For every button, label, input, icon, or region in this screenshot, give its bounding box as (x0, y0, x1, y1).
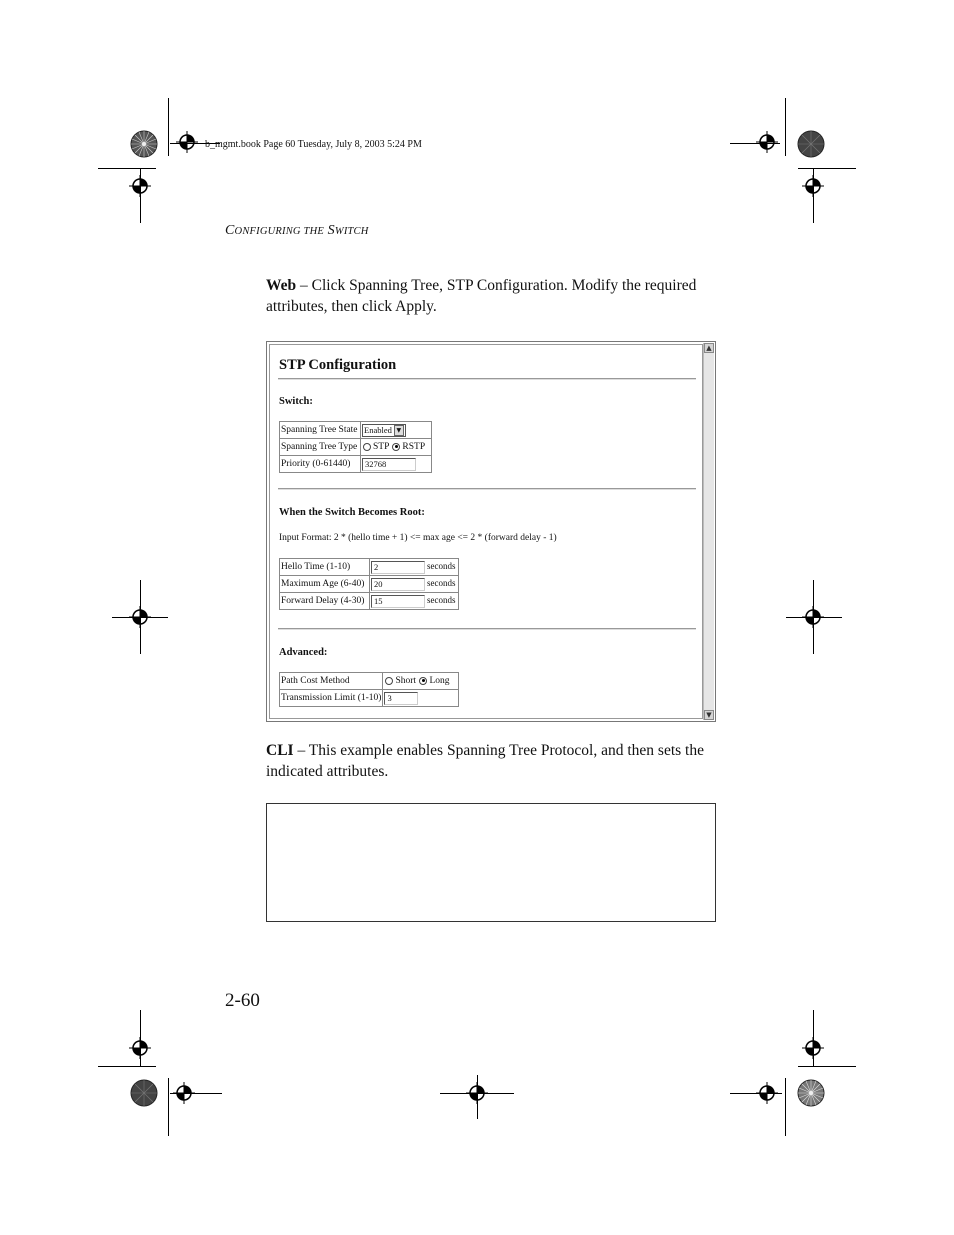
table-row (280, 690, 459, 707)
scroll-down-icon[interactable]: ▼ (704, 710, 714, 720)
short-radio[interactable] (385, 677, 393, 685)
table-row: Hello Time (1-10) 2 seconds (280, 559, 459, 576)
intro-paragraph: Web – Click Spanning Tree, STP Configuration. Modify the required attributes, then click Apply. (266, 277, 697, 315)
stp-configuration-screenshot (266, 341, 716, 722)
input-format-note: Input Format: 2 * (hello time + 1) <= max age <= 2 * (forward delay - 1) (279, 533, 557, 543)
registration-target-icon (129, 1037, 151, 1059)
print-slug: b_mgmt.book Page 60 Tuesday, July 8, 2003 5:24 PM (205, 139, 422, 150)
registration-target-icon (129, 175, 151, 197)
registration-target-icon (802, 175, 824, 197)
table-row (280, 456, 432, 473)
path-cost-method-label: Path Cost Method (280, 673, 383, 690)
priority-input[interactable]: 32768 (362, 458, 416, 471)
color-bar-rosette-icon (130, 130, 158, 158)
registration-target-icon (802, 606, 824, 628)
table-row: Path Cost Method Short Long (280, 673, 459, 690)
divider (278, 488, 696, 490)
spanning-tree-state-label: Spanning Tree State (280, 422, 361, 439)
registration-target-icon (756, 131, 778, 153)
cli-paragraph: CLI – This example enables Spanning Tree Protocol, and then sets the indicated attributes. (266, 742, 704, 780)
page-number: 2-60 (225, 990, 260, 1011)
maximum-age-input[interactable]: 20 (371, 578, 425, 591)
table-row: Spanning Tree Type STP RSTP (280, 439, 432, 456)
priority-label: Priority (0-61440) (280, 456, 361, 473)
divider (278, 378, 696, 380)
maximum-age-label: Maximum Age (6-40) (280, 576, 370, 593)
table-row: Maximum Age (6-40) 20 seconds (280, 576, 459, 593)
hello-time-input[interactable]: 2 (371, 561, 425, 574)
hello-time-label: Hello Time (1-10) (280, 559, 370, 576)
switch-settings-table (279, 421, 432, 473)
registration-target-icon (802, 1037, 824, 1059)
table-row: Forward Delay (4-30) 15 seconds (280, 593, 459, 610)
vertical-scrollbar[interactable] (703, 343, 714, 720)
table-row (280, 422, 432, 439)
chevron-down-icon: ▼ (394, 425, 404, 436)
stp-radio[interactable] (363, 443, 371, 451)
color-bar-rosette-icon (797, 130, 825, 158)
spanning-tree-type-label: Spanning Tree Type (280, 439, 361, 456)
cli-example-box (266, 803, 716, 922)
transmission-limit-input[interactable]: 3 (384, 692, 418, 705)
transmission-limit-label: Transmission Limit (1-10) (280, 690, 383, 707)
forward-delay-label: Forward Delay (4-30) (280, 593, 370, 610)
forward-delay-input[interactable]: 15 (371, 595, 425, 608)
registration-target-icon (173, 1082, 195, 1104)
registration-target-icon (129, 606, 151, 628)
advanced-heading: Advanced: (279, 647, 328, 658)
registration-target-icon (176, 131, 198, 153)
color-bar-rosette-icon (797, 1079, 825, 1107)
scroll-up-icon[interactable]: ▲ (704, 343, 714, 353)
rstp-radio[interactable] (392, 443, 400, 451)
root-timers-table (279, 558, 459, 610)
divider (278, 628, 696, 630)
running-head: CONFIGURING THE SWITCH (225, 223, 369, 238)
switch-heading: Switch: (279, 396, 313, 407)
long-radio[interactable] (419, 677, 427, 685)
registration-target-icon (466, 1082, 488, 1104)
page-title: STP Configuration (279, 357, 397, 373)
color-bar-rosette-icon (130, 1079, 158, 1107)
stp-configuration-panel (269, 344, 703, 719)
advanced-settings-table (279, 672, 459, 707)
registration-target-icon (756, 1082, 778, 1104)
spanning-tree-state-select[interactable]: Enabled ▼ (362, 424, 406, 437)
root-heading: When the Switch Becomes Root: (279, 507, 425, 518)
